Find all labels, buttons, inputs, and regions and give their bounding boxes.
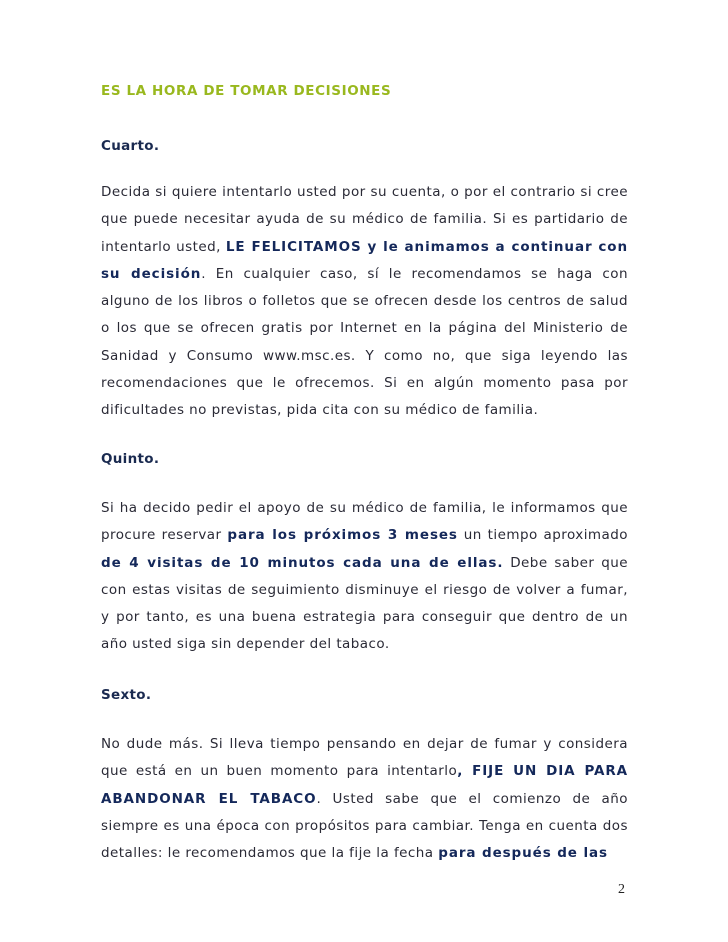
paragraph-sexto	[101, 731, 628, 867]
section-title-sexto: Sexto.	[101, 687, 152, 703]
paragraph-text: No dude más. Si lleva tiempo pensando en dejar de fumar y considera que está en un buen momento para intentarlo	[101, 736, 628, 780]
emphasis-text: para los próximos 3 meses	[227, 527, 458, 544]
paragraph-text: Debe saber que con estas visitas de seguimiento disminuye el riesgo de volver a fumar, y por tanto, es una buena estrategia para conseguir que dentro de un año usted siga sin depender del tabaco.	[101, 554, 628, 653]
emphasis-text: para después de las	[438, 845, 608, 862]
paragraph-quinto	[101, 495, 628, 659]
paragraph-text: . En cualquier caso, sí le recomendamos se haga con alguno de los libros o folletos que se ofrecen desde los centros de salud o los que se ofrecen gratis por Internet en la página del Ministerio de Sanidad y Consumo www.msc.es. Y como no, que siga leyendo las recomendaciones que le ofrecemos. Si en algún momento pasa por dificultades no previstas, pida cita con su médico de familia.	[101, 265, 628, 419]
emphasis-text: , FIJE UN DIA PARA ABANDONAR EL TABACO	[101, 763, 628, 807]
emphasis-text: de 4 visitas de 10 minutos cada una de ellas.	[101, 554, 504, 571]
section-title-cuarto: Cuarto.	[101, 138, 160, 154]
emphasis-text: LE FELICITAMOS y le animamos a continuar con su decisión	[101, 238, 628, 282]
paragraph-text: un tiempo aproximado	[457, 527, 628, 544]
paragraph-text: Decida si quiere intentarlo usted por su cuenta, o por el contrario si cree que puede necesitar ayuda de su médico de familia. Si es partidario de intentarlo usted,	[101, 184, 628, 255]
paragraph-text: . Usted sabe que el comienzo de año siempre es una época con propósitos para cambiar. Tenga en cuenta dos detalles: le recomendamos que la fije la fecha	[101, 790, 628, 862]
page-number: 2	[618, 882, 625, 897]
paragraph-text: Si ha decido pedir el apoyo de su médico de familia, le informamos que procure reservar	[101, 500, 628, 544]
page-heading: ES LA HORA DE TOMAR DECISIONES	[101, 83, 392, 99]
section-title-quinto: Quinto.	[101, 451, 160, 467]
paragraph-cuarto	[101, 179, 628, 425]
